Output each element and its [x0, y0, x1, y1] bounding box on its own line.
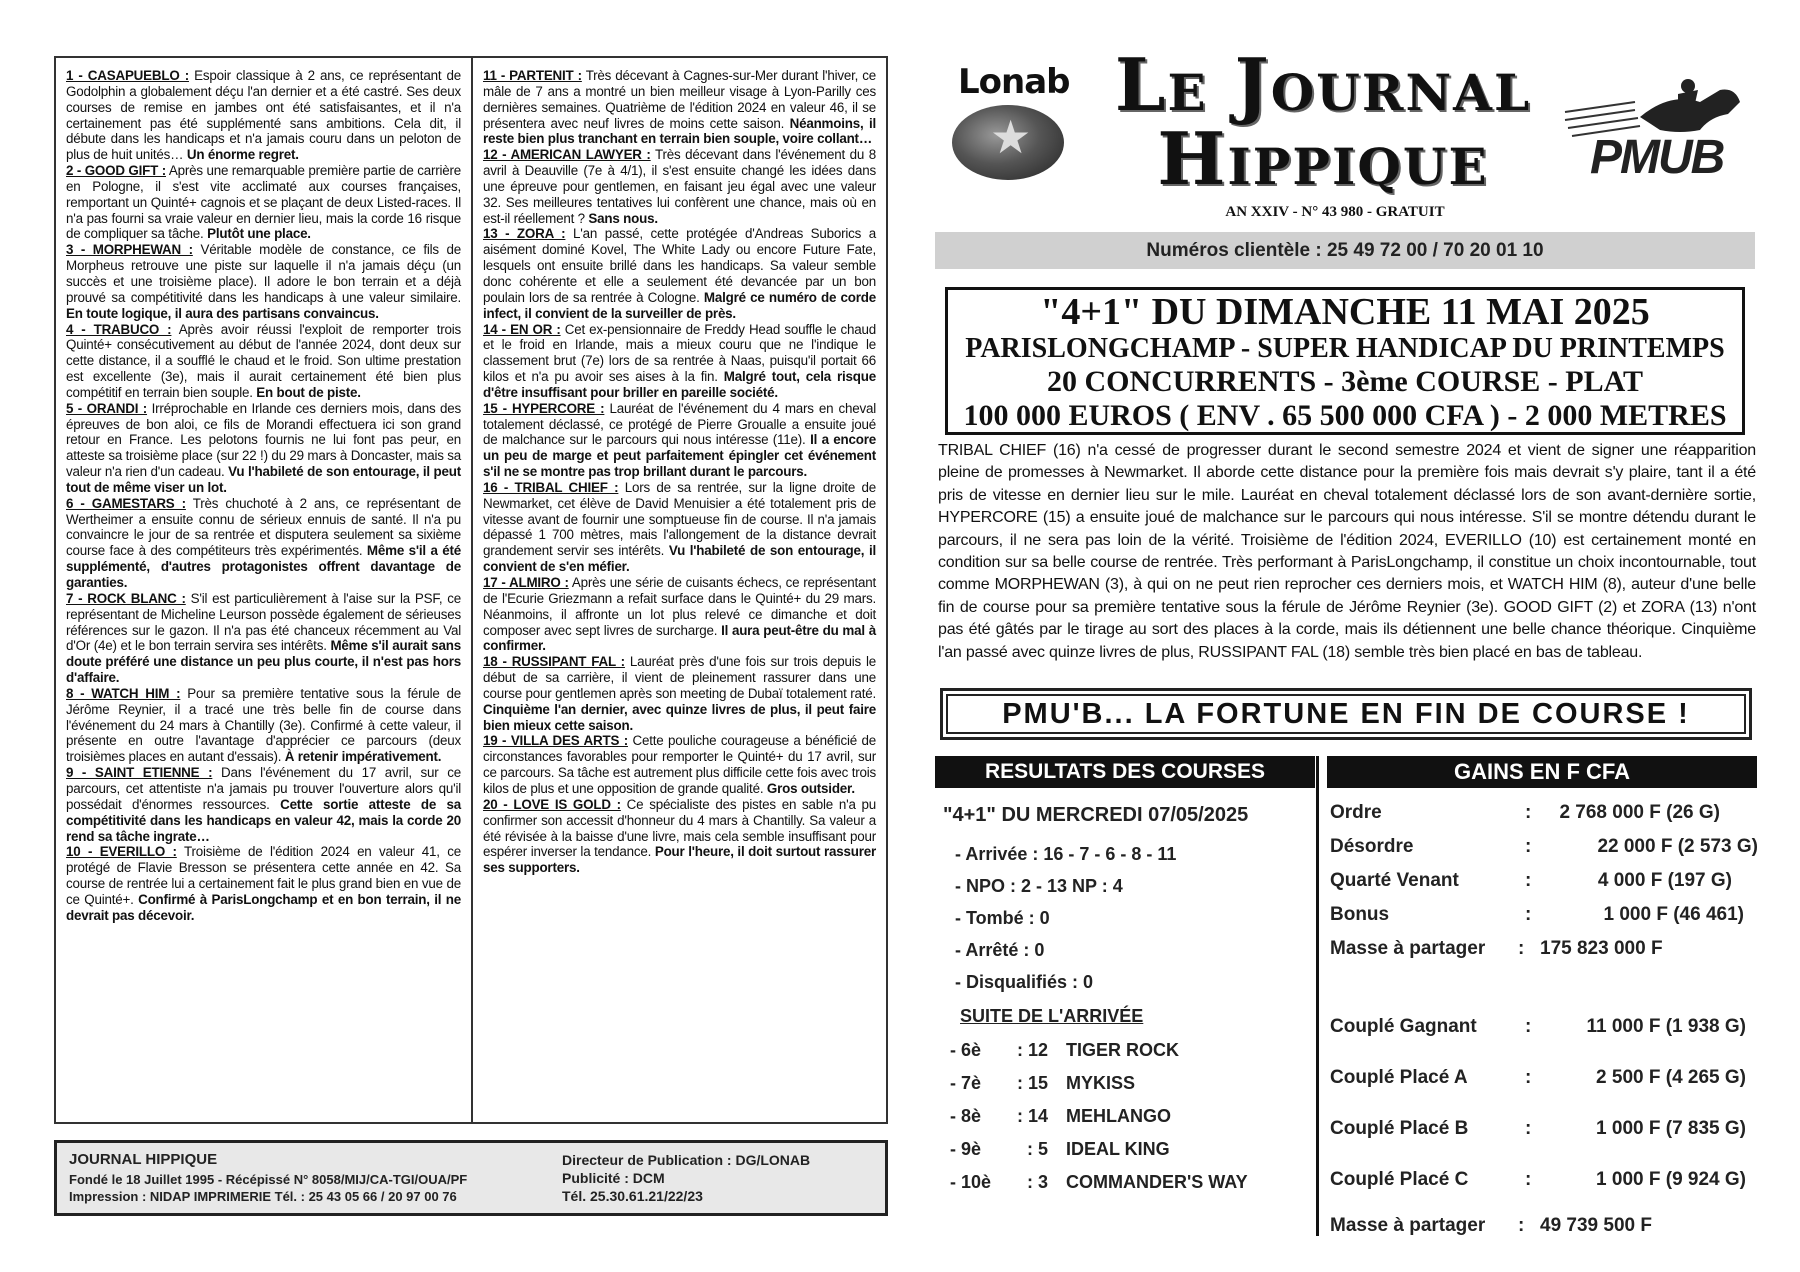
horse-entry	[483, 733, 876, 796]
horse-name: 12 - AMERICAN LAWYER :	[483, 147, 651, 163]
horse-verdict: Néanmoins, il reste bien plus tranchant en terrain bien souple, voire collant…	[483, 115, 876, 147]
horse-verdict: Pour l'heure, il doit surtout rassurer ses supporters.	[483, 844, 876, 876]
arrival-row	[950, 1040, 1179, 1061]
horse-entry	[483, 68, 876, 147]
horse-entry	[483, 147, 876, 226]
footer-title: JOURNAL HIPPIQUE	[69, 1151, 218, 1168]
horse-comment: Lauréat près d'une fois sur trois depuis le début de sa carrière, il vient de pleinement rassurer dans une course pour gentlemen après son meeting de Dubaï totalement raté.	[483, 654, 876, 701]
horse-entry	[66, 496, 461, 591]
publication-footer	[54, 1140, 888, 1216]
horse-comment: Après une série de cuisants échecs, ce représentant de l'Ecurie Griezmann a refait surface dans le Quinté+ du 29 mars. Néanmoins, il affronte un lot plus relevé ce dimanche et doit composer avec sept livres de surcharge.	[483, 575, 877, 638]
gain-label: Couplé Gagnant	[1330, 1016, 1477, 1037]
gain-value: 1 000 F (9 924 G)	[1596, 1169, 1746, 1190]
horse-comment: Irréprochable en Irlande ces derniers mois, dans des épreuves de bon aloi, ce fils de Morandi effectuera ici son grand retour en France. Les pelotons fournis ne lui font pas peur, en atteste sa troisième place (sur 22 !) du 29 mars à Doncaster, mais sa valeur n'a rien d'un cadeau.	[66, 400, 461, 480]
arrival-horse: TIGER ROCK	[1066, 1040, 1180, 1060]
horse-verdict: Confirmé à ParisLongchamp et en bon terrain, il ne devrait pas décevoir.	[66, 891, 461, 923]
horse-name: 5 - ORANDI :	[66, 400, 148, 416]
horse-name: 10 - EVERILLO :	[66, 844, 177, 860]
horse-entry	[66, 844, 461, 923]
gain-value: 11 000 F (1 938 G)	[1586, 1016, 1746, 1037]
race-venue: PARISLONGCHAMP - SUPER HANDICAP DU PRINTEMPS	[965, 333, 1725, 364]
arrival-place: - 9è	[950, 1139, 982, 1159]
result-arrival: - Arrivée : 16 - 7 - 6 - 8 - 11	[955, 844, 1177, 864]
horse-name: 20 - LOVE IS GOLD :	[483, 796, 621, 812]
journal-title	[1098, 42, 1548, 201]
horse-entry	[66, 163, 461, 242]
gain-value: 1 000 F (7 835 G)	[1596, 1118, 1746, 1139]
horse-name: 11 - PARTENIT :	[483, 68, 582, 83]
horse-name: 4 - TRABUCO :	[66, 321, 172, 337]
arrival-number: : 3	[1026, 1172, 1048, 1192]
horse-verdict: En toute logique, il aura des partisans convaincus.	[66, 305, 379, 321]
horse-name: 14 - EN OR :	[483, 321, 561, 337]
race-date: "4+1" DU DIMANCHE 11 MAI 2025	[1040, 291, 1650, 333]
horse-comment: Après une remarquable première partie de carrière en Pologne, il s'est vite acclimaté aux courses françaises, remportant un Quinté+ cagnois et se plaçant de deux Listed-races. Il n'a pas fourni sa vraie valeur en dernier lieu, mais la corde 16 risque de compliquer sa tâche.	[66, 163, 461, 242]
race-details: 20 CONCURRENTS - 3ème COURSE - PLAT	[1046, 365, 1644, 398]
horse-name: 2 - GOOD GIFT :	[66, 163, 166, 179]
horse-verdict: Il a encore un peu de marge et peut parfaitement épingler cet événement s'il ne se montre pas trop brillant durant le parcours.	[483, 432, 877, 480]
horse-comment: Lauréat de l'événement du 4 mars en cheval totalement déclassé, ce protégé de Pierre Groualle a ensuite joué de malchance sur le parcours qui nous intéresse (11e).	[483, 400, 876, 448]
gain-value: 175 823 000 F	[1540, 938, 1663, 959]
horse-name: 9 - SAINT ETIENNE :	[66, 765, 213, 781]
horse-verdict: En bout de piste.	[256, 384, 361, 400]
horse-comment: Lors de sa rentrée, sur la ligne droite de Newmarket, cet élève de David Menuisier a été totalement pris de vitesse avant de fournir une somptueuse fin de course. Il n'a jamais dépassé 1 700 mètres, mais l'allongement de la distance devrait grandement servir ses intérêts.	[483, 479, 877, 559]
result-stopped: - Arrêté : 0	[955, 940, 1045, 960]
gain-value: 1 000 F (46 461)	[1603, 904, 1744, 925]
horse-verdict: Même s'il aurait sans doute préféré une distance un peu plus courte, il n'est pas hors d'affaire.	[66, 638, 461, 686]
footer-advertising: Publicité : DCM	[562, 1170, 665, 1186]
horse-verdict: Malgré ce numéro de corde infect, il convient de la surveiller de près.	[483, 289, 876, 321]
result-fallen: - Tombé : 0	[955, 908, 1050, 928]
horse-verdict: À retenir impérativement.	[284, 749, 442, 765]
gain-value: 22 000 F (2 573 G)	[1597, 836, 1758, 857]
horse-verdict: Malgré tout, cela risque d'être insuffisant pour briller en pareille société.	[483, 369, 876, 400]
horse-name: 6 - GAMESTARS :	[66, 495, 186, 511]
horse-name: 15 - HYPERCORE :	[483, 400, 605, 416]
gain-value: 4 000 F (197 G)	[1597, 870, 1732, 891]
footer-founded: Fondé le 18 Juillet 1995 - Récépissé N° 8058/MIJ/CA-TGI/OUA/PF	[69, 1172, 468, 1187]
footer-left	[69, 1151, 467, 1205]
commentary-column-left	[56, 58, 471, 1122]
horse-entry	[483, 401, 876, 480]
horse-comment: Cette pouliche courageuse a bénéficié de circonstances favorables pour remporter le Quinté+ du 17 avril, sur ce parcours. Sa tâche est autrement plus difficile cette fois avec trois kilos de plus et une opposition de grande qualité.	[483, 733, 876, 796]
horse-entry	[66, 68, 461, 163]
horse-entry	[66, 765, 461, 844]
journal-title-line1: Le Journal	[1114, 42, 1532, 127]
horse-entry	[483, 322, 876, 401]
gain-label: Quarté Venant	[1330, 870, 1459, 891]
horse-name: 7 - ROCK BLANC :	[66, 590, 186, 606]
horse-verdict: Gros outsider.	[766, 780, 855, 796]
horse-name: 8 - WATCH HIM :	[66, 685, 181, 701]
horse-verdict: Il aura peut-être du mal à confirmer.	[483, 622, 876, 654]
horse-entry	[66, 591, 461, 686]
gain-value: 2 500 F (4 265 G)	[1596, 1067, 1746, 1088]
horse-comment: Troisième de l'édition 2024 en valeur 41, ce protégé de Flavie Bresson se présentera cette année en 42. Sa course de rentrée lui a certainement fait le plus grand bien en vue de ce Quinté+.	[66, 844, 462, 907]
horse-comment: Ce spécialiste des pistes en sable n'a pu confirmer son accessit d'honneur du 4 mars à Chantilly. Sa valeur a été révisée à la baisse d'une livre, mais cela semble insuffisant pour espérer inverser la tendance.	[483, 796, 876, 860]
horse-entry	[66, 401, 461, 496]
arrival-place: - 8è	[950, 1106, 982, 1126]
horse-comment: Dans l'événement du 17 avril, sur ce parcours, cet attentiste n'a jamais pu trouver l'ouverture alors qu'il possédait d'énormes ressources.	[66, 765, 461, 812]
result-disqualified: - Disqualifiés : 0	[955, 972, 1094, 992]
gains-header: GAINS EN F CFA	[1327, 756, 1757, 788]
horse-verdict: Cinquième l'an dernier, avec quinze livres de plus, il peut faire bien mieux cette saison.	[483, 701, 876, 733]
arrival-horse: IDEAL KING	[1066, 1139, 1170, 1159]
commentary-column-right	[471, 58, 886, 1122]
arrival-horse: MYKISS	[1066, 1073, 1136, 1093]
horse-entry	[483, 654, 876, 733]
gain-label: Bonus	[1330, 904, 1390, 925]
arrival-horse: COMMANDER'S WAY	[1066, 1172, 1248, 1192]
results-header: RESULTATS DES COURSES	[935, 756, 1315, 788]
gain-label: Couplé Placé C	[1330, 1169, 1469, 1190]
issue-number: AN XXIV - N° 43 980 - GRATUIT	[1225, 204, 1445, 220]
horse-comment: Très décevant à Cagnes-sur-Mer durant l'hiver, ce mâle de 7 ans a montré un bien meilleur visage à Lyon-Parilly ces dernières semaines. Quatrième de l'édition 2024 en valeur 46, il se présentera avec neuf livres de moins cette saison.	[483, 68, 876, 131]
horse-name: 1 - CASAPUEBLO :	[66, 68, 189, 83]
horse-comment: Très chuchoté à 2 ans, ce représentant de Wertheimer a ensuite connu de sérieux ennuis de santé. Il n'a pu convaincre le jour de sa rentrée et disputera seulement sa sixième course face à des compétiteurs très expérimentés.	[66, 495, 461, 559]
horse-verdict: Plutôt une place.	[207, 226, 311, 242]
arrival-number: : 5	[1026, 1139, 1048, 1159]
gain-value: 2 768 000 F (26 G)	[1559, 802, 1720, 823]
gain-label: Couplé Placé B	[1330, 1118, 1469, 1139]
horse-name: 3 - MORPHEWAN :	[66, 242, 193, 258]
horse-entry	[483, 480, 876, 575]
horse-entry	[66, 686, 461, 765]
horse-comment: Très décevant dans l'événement du 8 avril à Deauville (7e à 4/1), il s'est ensuite changé les idées dans une épreuve pour gentlemen, en faisant jeu égal avec une valeur 32. Ses meilleures tentatives lui confèrent une chance, mais où en est-il réellement ?	[483, 147, 876, 226]
arrival-continuation-title: SUITE DE L'ARRIVÉE	[960, 1006, 1144, 1026]
horse-name: 17 - ALMIRO :	[483, 575, 569, 590]
horse-name: 19 - VILLA DES ARTS :	[483, 733, 628, 749]
pmub-logo-text: PMUB	[1590, 131, 1724, 184]
race-info-box	[945, 287, 1745, 435]
column-divider	[1316, 756, 1319, 1236]
gain-value: 49 739 500 F	[1540, 1215, 1652, 1236]
horse-entry	[66, 242, 461, 321]
arrival-place: - 10è	[950, 1172, 992, 1192]
footer-phone: Tél. 25.30.61.21/22/23	[562, 1188, 703, 1204]
horse-verdict: Vu l'habileté de son entourage, il convient de s'en méfier.	[483, 543, 876, 575]
horse-verdict: Un énorme regret.	[186, 147, 299, 163]
horse-entry	[66, 322, 461, 401]
horse-name: 16 - TRIBAL CHIEF :	[483, 479, 619, 495]
lonab-logo-text: Lonab	[958, 62, 1070, 102]
arrival-number: : 14	[1016, 1106, 1048, 1126]
commentary-box	[54, 56, 888, 1124]
horse-comment: Espoir classique à 2 ans, ce représentant de Godolphin a globalement déçu l'an dernier et a été castré. Ses deux courses de remise en jambes ont été satisfaisantes, et il n'a certainement pas été supplémenté sans ambitions. Cela dit, il débute dans les handicaps et n'a jamais couru dans un peloton de plus de huit unités…	[66, 68, 461, 163]
arrival-place: - 7è	[950, 1073, 982, 1093]
footer-right	[562, 1151, 810, 1205]
result-npo: - NPO : 2 - 13 NP : 4	[955, 876, 1123, 896]
race-prize: 100 000 EUROS ( ENV . 65 500 000 CFA ) - 2 000 METRES	[963, 399, 1727, 432]
horse-comment: Après avoir réussi l'exploit de remporter trois Quinté+ consécutivement au début de l'année 2024, dont deux sur cette distance, il a soufflé le chaud et le froid. Son ultime prestation est excellente (3e), mais il aurait certainement été bien plus compétitif en terrain bien souple.	[66, 321, 462, 400]
horse-verdict: Cette sortie atteste de sa compétitivité dans les handicaps en valeur 42, mais la corde 20 rend sa tâche ingrate…	[66, 796, 461, 844]
race-summary: TRIBAL CHIEF (16) n'a cessé de progresser durant le second semestre 2024 et vient de signer une réapparition pleine de promesses à Newmarket. Il aborde cette distance pour la première fois mais devrait s'y plaire, tant il a été pris de vitesse en dernier lieu sur le mile. Lauréat en cheval totalement déclassé lors de son avant-dernière sortie, HYPERCORE (15) a ensuite joué de malchance sur le parcours qui nous intéresse. S'il se montre détendu durant le parcours, il ne sera pas loin de la vérité. Troisième de l'édition 2024, EVERILLO (10) est certainement monté en condition sur sa belle course de rentrée. Très performant à ParisLongchamp, il constitue un choix incontournable, tout comme MORPHEWAN (3), à qui on ne peut rien reprocher ces derniers mois, et WATCH HIM (8), auteur d'une belle fin de course pour sa première tentative sous la férule de Jérôme Reynier (3e). GOOD GIFT (2) et ZORA (13) n'ont pas été gâtés par le tirage au sort des places à la corde, mais ils détiennent une belle chance théorique. Cinquième l'an passé avec quinze livres de plus, RUSSIPANT FAL (18) semble très bien placé en bas de tableau.	[938, 442, 1756, 661]
results-title: "4+1" DU MERCREDI 07/05/2025	[943, 804, 1249, 826]
arrival-number: : 15	[1016, 1073, 1048, 1093]
arrival-number: : 12	[1016, 1040, 1048, 1060]
star-icon: ★	[990, 111, 1032, 163]
arrival-row	[950, 1073, 1135, 1094]
gain-label: Masse à partager	[1330, 938, 1486, 959]
horse-name: 13 - ZORA :	[483, 226, 566, 242]
horse-name: 18 - RUSSIPANT FAL :	[483, 654, 625, 670]
horse-verdict: Vu l'habileté de son entourage, il peut tout de même viser un lot.	[66, 464, 462, 495]
footer-printing: Impression : NIDAP IMPRIMERIE Tél. : 25 43 05 66 / 20 97 00 76	[69, 1189, 457, 1204]
horse-verdict: Sans nous.	[588, 210, 658, 226]
arrival-row	[950, 1106, 1171, 1127]
pmub-slogan: PMU'B... LA FORTUNE EN FIN DE COURSE !	[940, 688, 1752, 740]
gain-label: Désordre	[1330, 836, 1414, 857]
footer-director: Directeur de Publication : DG/LONAB	[562, 1152, 811, 1168]
horse-comment: S'il est particulièrement à l'aise sur la PSF, ce représentant de Micheline Leurson possède également de sérieuses références sur le gazon. Il n'a pas été chanceux récemment au Val d'Or (4e) et le bon terrain servira ses intérêts.	[66, 590, 461, 654]
horse-entry	[483, 575, 876, 654]
horse-comment: L'an passé, cette protégée d'Andreas Suborics a aisément dominé Kovel, The White Lady ou encore Future Fate, lesquels ont ensuite brillé dans les handicaps. Sa valeur semble donc cohérente et elle a seulement été devancée par un bon poulain lors de sa rentrée à Cologne.	[483, 226, 876, 305]
gain-label: Ordre	[1330, 802, 1382, 823]
customer-phone-bar: Numéros clientèle : 25 49 72 00 / 70 20 01 10	[935, 232, 1755, 269]
horse-comment: Véritable modèle de constance, ce fils de Morpheus retrouve une piste sur laquelle il n'a jamais déçu (un succès et une troisième place). Il adore le bon terrain et a déjà prouvé sa compétitivité dans les handicaps à une valeur similaire.	[66, 242, 461, 305]
horse-comment: Pour sa première tentative sous la férule de Jérôme Reynier, il a tracé une très belle fin de course dans l'événement du 24 mars à Chantilly (3e). Confirmé à cette valeur, il présente en outre l'avantage d'apprécier ce parcours (deux troisièmes places en autant d'essais).	[66, 685, 461, 765]
horse-verdict: Même s'il a été supplémenté, d'autres protagonistes offrent davantage de garanties.	[66, 543, 461, 590]
horse-entry	[483, 226, 876, 321]
arrival-row	[950, 1172, 1248, 1193]
arrival-row	[950, 1139, 1170, 1160]
gain-label: Couplé Placé A	[1330, 1067, 1468, 1088]
horse-comment: Cet ex-pensionnaire de Freddy Head souffle le chaud et le froid en Irlande, mais a mieux couru que ne l'indique le classement brut (7e) lors de sa rentrée à Naas, puisqu'il portait 66 kilos et n'a pu avoir ses aises à la fin.	[483, 321, 876, 385]
journal-title-line2: Hippique	[1157, 116, 1489, 201]
horse-entry	[483, 797, 876, 876]
arrival-horse: MEHLANGO	[1066, 1106, 1171, 1126]
gain-label: Masse à partager	[1330, 1215, 1486, 1236]
arrival-place: - 6è	[950, 1040, 982, 1060]
